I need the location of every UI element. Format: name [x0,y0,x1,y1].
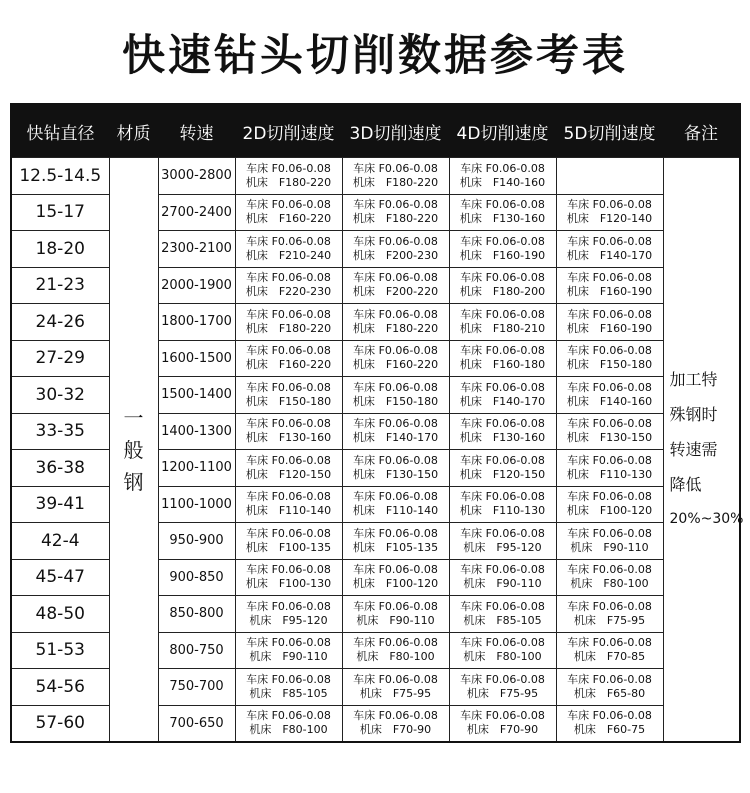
diameter-cell: 54-56 [11,669,109,706]
diameter-cell: 30-32 [11,377,109,414]
machine-feed: 机床 F110-130 [459,504,546,518]
cut-5d-cell [556,158,663,195]
cut-4d-cell [449,705,556,742]
machine-feed: 机床 F200-220 [352,285,439,299]
machine-feed: 机床 F140-170 [566,248,653,262]
lathe-feed: 车床 F0.06-0.08 [567,344,652,358]
speed-cell: 800-750 [158,632,235,669]
machine-feed: 机床 F110-130 [566,467,653,481]
cut-5d-cell [556,304,663,341]
cut-3d-cell [342,486,449,523]
cut-3d-cell [342,705,449,742]
lathe-feed: 车床 F0.06-0.08 [246,636,331,650]
machine-feed: 机床 F95-120 [463,540,542,554]
material-char: 钢 [123,469,144,494]
machine-feed: 机床 F180-220 [245,321,332,335]
diameter-cell: 36-38 [11,450,109,487]
machine-feed: 机床 F100-130 [245,577,332,591]
machine-feed: 机床 F150-180 [566,358,653,372]
lathe-feed: 车床 F0.06-0.08 [353,636,438,650]
cut-2d-cell [235,596,342,633]
machine-feed: 机床 F60-75 [573,723,646,737]
cut-2d-cell [235,632,342,669]
lathe-feed: 车床 F0.06-0.08 [353,380,438,394]
machine-feed: 机床 F90-110 [249,650,328,664]
cut-5d-cell [556,669,663,706]
cut-2d-cell [235,559,342,596]
lathe-feed: 车床 F0.06-0.08 [353,198,438,212]
speed-cell: 950-900 [158,523,235,560]
lathe-feed: 车床 F0.06-0.08 [353,709,438,723]
note-line: 转速需 [669,440,718,459]
lathe-feed: 车床 F0.06-0.08 [567,526,652,540]
speed-cell: 2300-2100 [158,231,235,268]
cut-5d-cell [556,559,663,596]
cut-5d-cell [556,194,663,231]
page-title: 快速钻头切削数据参考表 [122,31,628,81]
header-note: 备注 [663,104,740,158]
cut-2d-cell [235,340,342,377]
cut-5d-cell [556,413,663,450]
cut-3d-cell [342,523,449,560]
machine-feed: 机床 F150-180 [245,394,332,408]
machine-feed: 机床 F140-160 [566,394,653,408]
machine-feed: 机床 F90-110 [356,613,435,627]
header-speed: 转速 [158,104,235,158]
table-header-row [11,104,740,158]
cut-4d-cell [449,194,556,231]
note-line: 降低 [669,475,702,494]
speed-cell: 1800-1700 [158,304,235,341]
machine-feed: 机床 F180-220 [352,212,439,226]
header-diameter: 快钻直径 [11,104,109,158]
speed-cell: 750-700 [158,669,235,706]
diameter-cell: 42-4 [11,523,109,560]
machine-feed: 机床 F80-100 [463,650,542,664]
cut-3d-cell [342,231,449,268]
machine-feed: 机床 F110-140 [245,504,332,518]
material-char: 般 [123,437,144,462]
lathe-feed: 车床 F0.06-0.08 [567,490,652,504]
cutting-data-table [10,103,744,743]
cut-5d-cell [556,523,663,560]
cut-2d-cell [235,194,342,231]
machine-feed: 机床 F180-220 [245,175,332,189]
machine-feed: 机床 F100-135 [245,540,332,554]
lathe-feed: 车床 F0.06-0.08 [460,563,545,577]
cut-2d-cell [235,231,342,268]
lathe-feed: 车床 F0.06-0.08 [353,672,438,686]
lathe-feed: 车床 F0.06-0.08 [246,307,331,321]
machine-feed: 机床 F70-90 [466,723,539,737]
cut-4d-cell [449,413,556,450]
diameter-cell: 18-20 [11,231,109,268]
cut-4d-cell [449,669,556,706]
cut-4d-cell [449,632,556,669]
machine-feed: 机床 F75-95 [466,686,539,700]
cut-3d-cell [342,377,449,414]
header-material: 材质 [109,104,158,158]
machine-feed: 机床 F140-160 [459,175,546,189]
cut-5d-cell [556,377,663,414]
cut-4d-cell [449,450,556,487]
machine-feed: 机床 F180-210 [459,321,546,335]
cut-4d-cell [449,231,556,268]
cut-5d-cell [556,705,663,742]
cut-4d-cell [449,596,556,633]
machine-feed: 机床 F210-240 [245,248,332,262]
lathe-feed: 车床 F0.06-0.08 [567,672,652,686]
header-5d-cut: 5D切削速度 [556,104,663,158]
cut-3d-cell [342,450,449,487]
lathe-feed: 车床 F0.06-0.08 [567,599,652,613]
machine-feed: 机床 F95-120 [249,613,328,627]
cut-5d-cell [556,596,663,633]
machine-feed: 机床 F120-150 [459,467,546,481]
cut-2d-cell [235,158,342,195]
speed-cell: 1400-1300 [158,413,235,450]
machine-feed: 机床 F130-160 [459,431,546,445]
diameter-cell: 51-53 [11,632,109,669]
speed-cell: 1100-1000 [158,486,235,523]
note-line: 20%~30% [669,511,744,527]
diameter-cell: 33-35 [11,413,109,450]
cut-2d-cell [235,705,342,742]
lathe-feed: 车床 F0.06-0.08 [460,198,545,212]
note-line: 加工特 [669,370,718,389]
lathe-feed: 车床 F0.06-0.08 [353,417,438,431]
cut-3d-cell [342,669,449,706]
machine-feed: 机床 F70-90 [359,723,432,737]
lathe-feed: 车床 F0.06-0.08 [246,198,331,212]
lathe-feed: 车床 F0.06-0.08 [353,234,438,248]
cut-5d-cell [556,632,663,669]
lathe-feed: 车床 F0.06-0.08 [246,234,331,248]
header-2d-cut: 2D切削速度 [235,104,342,158]
lathe-feed: 车床 F0.06-0.08 [460,672,545,686]
lathe-feed: 车床 F0.06-0.08 [246,672,331,686]
lathe-feed: 车床 F0.06-0.08 [460,709,545,723]
diameter-cell: 15-17 [11,194,109,231]
machine-feed: 机床 F90-110 [570,540,649,554]
diameter-cell: 48-50 [11,596,109,633]
lathe-feed: 车床 F0.06-0.08 [246,161,331,175]
lathe-feed: 车床 F0.06-0.08 [246,563,331,577]
machine-feed: 机床 F160-180 [459,358,546,372]
lathe-feed: 车床 F0.06-0.08 [460,380,545,394]
lathe-feed: 车床 F0.06-0.08 [246,271,331,285]
cut-2d-cell [235,523,342,560]
cut-3d-cell [342,304,449,341]
speed-cell: 900-850 [158,559,235,596]
machine-feed: 机床 F75-95 [573,613,646,627]
lathe-feed: 车床 F0.06-0.08 [246,599,331,613]
machine-feed: 机床 F140-170 [459,394,546,408]
machine-feed: 机床 F130-150 [352,467,439,481]
cut-5d-cell [556,450,663,487]
cut-4d-cell [449,158,556,195]
machine-feed: 机床 F200-230 [352,248,439,262]
cut-4d-cell [449,377,556,414]
machine-feed: 机床 F80-100 [356,650,435,664]
lathe-feed: 车床 F0.06-0.08 [246,453,331,467]
lathe-feed: 车床 F0.06-0.08 [567,453,652,467]
lathe-feed: 车床 F0.06-0.08 [460,417,545,431]
diameter-cell: 21-23 [11,267,109,304]
lathe-feed: 车床 F0.06-0.08 [246,490,331,504]
diameter-cell: 57-60 [11,705,109,742]
lathe-feed: 车床 F0.06-0.08 [567,198,652,212]
cut-5d-cell [556,231,663,268]
cut-5d-cell [556,486,663,523]
machine-feed: 机床 F90-110 [463,577,542,591]
machine-feed: 机床 F220-230 [245,285,332,299]
lathe-feed: 车床 F0.06-0.08 [246,709,331,723]
table-row [11,158,740,195]
speed-cell: 850-800 [158,596,235,633]
machine-feed: 机床 F160-190 [566,321,653,335]
cut-2d-cell [235,267,342,304]
lathe-feed: 车床 F0.06-0.08 [353,526,438,540]
lathe-feed: 车床 F0.06-0.08 [353,344,438,358]
lathe-feed: 车床 F0.06-0.08 [460,453,545,467]
lathe-feed: 车床 F0.06-0.08 [460,344,545,358]
cut-2d-cell [235,486,342,523]
cut-2d-cell [235,669,342,706]
machine-feed: 机床 F85-105 [249,686,328,700]
cut-3d-cell [342,413,449,450]
lathe-feed: 车床 F0.06-0.08 [246,526,331,540]
speed-cell: 1500-1400 [158,377,235,414]
machine-feed: 机床 F160-190 [459,248,546,262]
cut-2d-cell [235,450,342,487]
cut-4d-cell [449,523,556,560]
lathe-feed: 车床 F0.06-0.08 [567,380,652,394]
cut-5d-cell [556,267,663,304]
machine-feed: 机床 F85-105 [463,613,542,627]
lathe-feed: 车床 F0.06-0.08 [567,709,652,723]
lathe-feed: 车床 F0.06-0.08 [246,380,331,394]
diameter-cell: 27-29 [11,340,109,377]
lathe-feed: 车床 F0.06-0.08 [353,161,438,175]
machine-feed: 机床 F160-220 [245,212,332,226]
table-body [11,158,744,743]
lathe-feed: 车床 F0.06-0.08 [567,417,652,431]
machine-feed: 机床 F120-140 [566,212,653,226]
diameter-cell: 39-41 [11,486,109,523]
machine-feed: 机床 F160-220 [352,358,439,372]
machine-feed: 机床 F75-95 [359,686,432,700]
lathe-feed: 车床 F0.06-0.08 [353,563,438,577]
speed-cell: 2000-1900 [158,267,235,304]
machine-feed: 机床 F65-80 [573,686,646,700]
cut-3d-cell [342,596,449,633]
machine-feed: 机床 F105-135 [352,540,439,554]
lathe-feed: 车床 F0.06-0.08 [460,636,545,650]
machine-feed: 机床 F70-85 [573,650,646,664]
note-cell [663,158,744,743]
speed-cell: 1600-1500 [158,340,235,377]
lathe-feed: 车床 F0.06-0.08 [460,526,545,540]
cut-4d-cell [449,267,556,304]
machine-feed: 机床 F80-100 [249,723,328,737]
lathe-feed: 车床 F0.06-0.08 [353,307,438,321]
lathe-feed: 车床 F0.06-0.08 [567,234,652,248]
machine-feed: 机床 F110-140 [352,504,439,518]
lathe-feed: 车床 F0.06-0.08 [353,490,438,504]
note-line: 殊钢时 [669,405,718,424]
cut-4d-cell [449,340,556,377]
speed-cell: 700-650 [158,705,235,742]
machine-feed: 机床 F120-150 [245,467,332,481]
lathe-feed: 车床 F0.06-0.08 [353,271,438,285]
machine-feed: 机床 F180-220 [352,175,439,189]
cut-4d-cell [449,559,556,596]
cut-3d-cell [342,559,449,596]
machine-feed: 机床 F100-120 [352,577,439,591]
machine-feed: 机床 F100-120 [566,504,653,518]
lathe-feed: 车床 F0.06-0.08 [567,307,652,321]
material-char: 一 [123,405,144,430]
header-4d-cut: 4D切削速度 [449,104,556,158]
machine-feed: 机床 F130-150 [566,431,653,445]
lathe-feed: 车床 F0.06-0.08 [460,490,545,504]
cut-3d-cell [342,267,449,304]
material-cell [109,158,158,743]
cut-3d-cell [342,340,449,377]
cut-2d-cell [235,377,342,414]
lathe-feed: 车床 F0.06-0.08 [460,234,545,248]
lathe-feed: 车床 F0.06-0.08 [460,161,545,175]
cut-3d-cell [342,632,449,669]
cut-3d-cell [342,158,449,195]
cut-5d-cell [556,340,663,377]
lathe-feed: 车床 F0.06-0.08 [353,453,438,467]
machine-feed: 机床 F130-160 [459,212,546,226]
lathe-feed: 车床 F0.06-0.08 [246,344,331,358]
cut-4d-cell [449,304,556,341]
lathe-feed: 车床 F0.06-0.08 [567,563,652,577]
lathe-feed: 车床 F0.06-0.08 [460,271,545,285]
speed-cell: 3000-2800 [158,158,235,195]
lathe-feed: 车床 F0.06-0.08 [460,599,545,613]
speed-cell: 1200-1100 [158,450,235,487]
machine-feed: 机床 F180-200 [459,285,546,299]
machine-feed: 机床 F160-220 [245,358,332,372]
machine-feed: 机床 F130-160 [245,431,332,445]
lathe-feed: 车床 F0.06-0.08 [567,271,652,285]
lathe-feed: 车床 F0.06-0.08 [353,599,438,613]
header-3d-cut: 3D切削速度 [342,104,449,158]
diameter-cell: 24-26 [11,304,109,341]
speed-cell: 2700-2400 [158,194,235,231]
machine-feed: 机床 F160-190 [566,285,653,299]
cut-3d-cell [342,194,449,231]
cut-4d-cell [449,486,556,523]
cut-2d-cell [235,304,342,341]
lathe-feed: 车床 F0.06-0.08 [567,636,652,650]
machine-feed: 机床 F150-180 [352,394,439,408]
machine-feed: 机床 F180-220 [352,321,439,335]
lathe-feed: 车床 F0.06-0.08 [246,417,331,431]
machine-feed: 机床 F140-170 [352,431,439,445]
diameter-cell: 45-47 [11,559,109,596]
diameter-cell: 12.5-14.5 [11,158,109,195]
cut-2d-cell [235,413,342,450]
lathe-feed: 车床 F0.06-0.08 [460,307,545,321]
machine-feed: 机床 F80-100 [570,577,649,591]
